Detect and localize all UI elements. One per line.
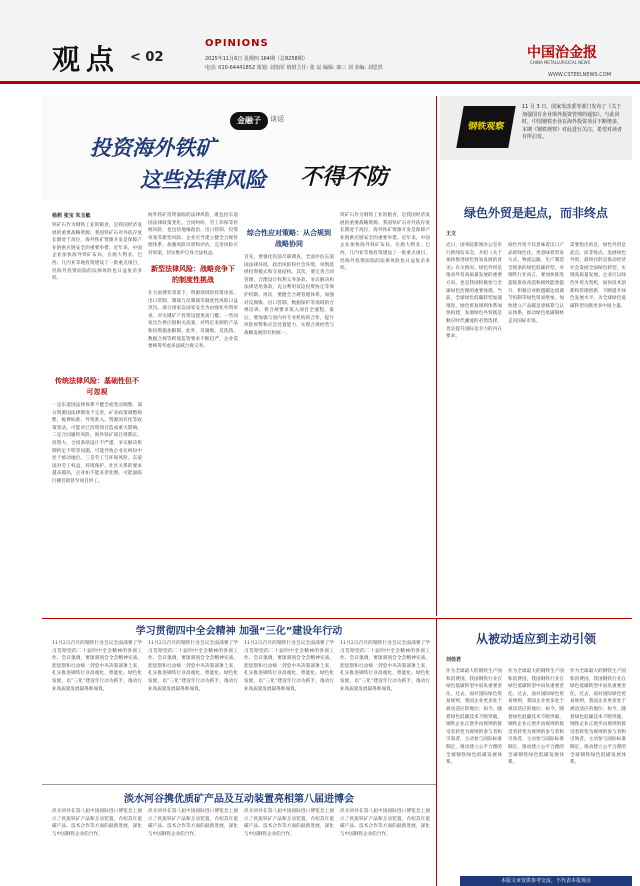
editorial-contact: 电话: 010-64441852 策划: 刘加军 值班主任: 张 辰 编辑: 康三 刘 美编: 刘思然 [205, 65, 383, 71]
article-body: 海外铁矿投资面临的法律风险，既包括东道国法律政策变化、合同纠纷、劳工环保等传统风险，也包括地缘政治、出口管制、投资审查等新型风险。企业应当建立健全合规管理体系，加强风险识别和评估，完善风险应对预案，切实维护自身合法权益。 [148, 213, 238, 256]
column-badge: 钢铁观察 [456, 106, 515, 148]
page-number: < 02 [130, 50, 164, 65]
feature-banner [42, 96, 432, 201]
column-divider [436, 618, 437, 886]
newspaper-logo-english: CHINA METALLURGICAL NEWS [530, 60, 591, 65]
section-divider [42, 784, 436, 785]
article-body: 作为全球最大的钢铁生产国和消费国，我国钢铁行业在绿色低碳转型中肩负重要责任。过去，面对国际绿色贸易规则，我国企业更多处于被动适应的地位；如今，随着绿色低碳技术不断突破，钢铁企业正逐步由规则的接受者转变为规则的参与者和引领者，主动参与国际标准制定，推动建立公平合理的全球钢铁绿色低碳发展体系。 [446, 669, 502, 766]
article-body: 铁矿石作为钢铁工业的粮食，是我国经济发展的重要战略资源。我国铁矿石对外依存度长期处于高位，海外铁矿资源开发是保障产业链供应链安全的重要举措。近年来，中国企业加快海外铁矿布局，在澳大利亚、巴西、几内亚等地投资建设了一批重点项目，但海外投资面临的法律风险也日益复杂多样。 [340, 213, 430, 272]
article-body: 11月2日召开的钢铁行业会议全面部署了学习贯彻党的二十届四中全会精神的各项工作。会议强调，要深刻领会全会精神实质，把思想和行动统一到党中央决策部署上来，扎实推进钢铁行业高端化、智能化、绿色化发展，以“三化”建设年行动为抓手，推动行业高质量发展取得新成效。 [148, 641, 238, 692]
article-body: 需要指出的是，绿色外贸是起点，而非终点。发展绿色外贸，最终目的是推动经济社会发展全面绿色转型，实现高质量发展。企业应以绿色外贸为契机，加快技术创新和管理创新，不断提升绿色发展水平，为全球绿色低碳转型贡献更多中国力量。 [570, 243, 626, 309]
article-body: 淡水河谷在第八届中国国际进口博览会上展示了优质铁矿产品和互动装置，介绍其在低碳产品、技术合作等方面的最新进展，深化与中国钢铁企业的合作。 [148, 809, 238, 837]
column-divider [436, 96, 437, 616]
article-body: 淡水河谷在第八届中国国际进口博览会上展示了优质铁矿产品和互动装置，介绍其在低碳产品、技术合作等方面的最新进展，深化与中国钢铁企业的合作。 [340, 809, 430, 837]
editor-note: 11 月 3 日，国家发改委等部门发布了《关于加强国有企业境外投资管理的通知》。与此同时，中国钢铁企业在海外投资项目不断增多，本期《钢铁观察》对此进行关注，希望对读者有所启发。 [522, 104, 623, 140]
article-body: 11月2日召开的钢铁行业会议全面部署了学习贯彻党的二十届四中全会精神的各项工作。会议强调，要深刻领会全会精神实质，把思想和行动统一到党中央决策部署上来，扎实推进钢铁行业高端化、智能化、绿色化发展，以“三化”建设年行动为抓手，推动行业高质量发展取得新成效。 [244, 641, 334, 692]
article-body: 近日，国务院新闻办公室举行新闻发布会，介绍《关于加快推进绿色贸易发展的意见》有关情况。绿色外贸是推动外贸高质量发展的重要方向，也是我国积极参与全球绿色治理的重要体现。当前，全球绿色低碳转型加速推进，绿色贸易规则体系加快构建，发展绿色外贸既是顺应时代潮流的必然选择，也是提升国际竞争力的内在要求。 [446, 243, 502, 340]
column-tag-sub: 谈话 [270, 115, 284, 123]
section-english-title: OPINIONS [205, 38, 269, 49]
article-subhead: 传统法律风险：基础性但不可忽视 [55, 377, 139, 396]
article-byline: 刘佳君 [446, 657, 462, 663]
article-headline: 学习贯彻四中全会精神 加强“三化”建设年行动 [135, 626, 343, 637]
article-body: 淡水河谷在第八届中国国际进口博览会上展示了优质铁矿产品和互动装置，介绍其在低碳产品、技术合作等方面的最新进展，深化与中国钢铁企业的合作。 [52, 809, 142, 837]
feature-headline-emphasis: 不得不防 [300, 165, 389, 190]
article-body: 在大国博弈背景下，资源领域的投资审查、出口管制、制裁与反制裁等制度性风险日益突出。部分国家以国家安全为由强化外资审查，对关键矿产投资设置更高门槛；一些国家出台供应链相关法案，对特定来源的产品和投资施加限制。此外，反腐败、反洗钱、数据合规等跨境监管要求不断趋严，企业需要统筹考虑多法域合规义务。 [148, 291, 238, 350]
feature-headline-line2: 这些法律风险 [140, 168, 266, 192]
article-subhead: 新型法律风险：战略竞争下的制度性挑战 [151, 265, 235, 284]
dateline: 2025年11月6日 星期四 164期（总8258期） [205, 56, 308, 62]
feature-headline-line1: 投资海外铁矿 [90, 136, 216, 160]
footer-disclaimer: 本版文章仅供参考交流，不代表本报观点 [460, 876, 632, 886]
article-headline: 绿色外贸是起点，而非终点 [463, 206, 608, 220]
article-body: 11月2日召开的钢铁行业会议全面部署了学习贯彻党的二十届四中全会精神的各项工作。会议强调，要深刻领会全会精神实质，把思想和行动统一到党中央决策部署上来，扎实推进钢铁行业高端化、智能化、绿色化发展，以“三化”建设年行动为抓手，推动行业高质量发展取得新成效。 [52, 641, 142, 692]
article-body: 作为全球最大的钢铁生产国和消费国，我国钢铁行业在绿色低碳转型中肩负重要责任。过去，面对国际绿色贸易规则，我国企业更多处于被动适应的地位；如今，随着绿色低碳技术不断突破，钢铁企业正逐步由规则的接受者转变为规则的参与者和引领者，主动参与国际标准制定，推动建立公平合理的全球钢铁绿色低碳发展体系。 [570, 669, 626, 766]
editor-note-box [440, 96, 632, 160]
article-headline: 从被动适应到主动引领 [475, 632, 596, 646]
article-body: 绿色外贸不仅意味着出口产品的绿色化，更意味着贸易方式、物流运输、生产制造全链条的绿色低碳转型。对钢铁行业而言，要加快推进超低排放改造和极致能效提升，积极应对欧盟碳边境调节机制等绿色贸易壁垒，加快建立产品碳足迹核算与认证体系，推动绿色低碳钢材走向国际市场。 [508, 243, 564, 324]
masthead [0, 0, 640, 84]
article-body: 11月2日召开的钢铁行业会议全面部署了学习贯彻党的二十届四中全会精神的各项工作。会议强调，要深刻领会全会精神实质，把思想和行动统一到党中央决策部署上来，扎实推进钢铁行业高端化、智能化、绿色化发展，以“三化”建设年行动为抓手，推动行业高质量发展取得新成效。 [340, 641, 430, 692]
article-body: 作为全球最大的钢铁生产国和消费国，我国钢铁行业在绿色低碳转型中肩负重要责任。过去，面对国际绿色贸易规则，我国企业更多处于被动适应的地位；如今，随着绿色低碳技术不断突破，钢铁企业正逐步由规则的接受者转变为规则的参与者和引领者，主动参与国际标准制定，推动建立公平合理的全球钢铁绿色低碳发展体系。 [508, 669, 564, 766]
article-subhead: 综合性应对策略：从合规到战略协同 [247, 229, 331, 248]
article-body: 首先，要强化投前尽职调查，全面评估东道国法律环境、政治风险和社会环境，审慎选择投资模式和交易结构。其次，要完善合同管理，合理设计权利义务条款、争议解决和法律适用条款，充分利用双边投资协定等保护机制。再次，要健全合规管理体系，加强对反腐败、出口管制、数据保护等领域的合规培训，将合规要求嵌入项目全流程。最后，要加强与国内外专业机构的合作，提升风险预警和应急处置能力，实现合规经营与战略发展的有机统一。 [244, 255, 334, 336]
column-tag: 金融子 [230, 112, 268, 130]
section-title: 观点 [52, 43, 121, 76]
article-headline: 淡水河谷携优质矿产品及互动装置亮相第八届进博会 [124, 794, 354, 805]
article-body: 一是东道国法律体系不健全或变动频繁。部分资源国法律制度不完善，矿业政策调整频繁，税费标准、外资准入、资源国有化等政策变动，可能对已投资项目造成重大影响。二是合同履约风险。海外铁矿项目周期长、投资大，合同条款设计不严谨、争议解决机制约定不明等问题，可能导致企业在纠纷中处于被动地位。三是劳工与环保风险。东道国对劳工权益、环境保护、社区关系的要求越来越高，企业如不能妥善处理，可能面临巨额罚款甚至项目停工。 [52, 403, 142, 484]
section-divider [42, 618, 632, 619]
newspaper-logo: 中国治金报 [527, 45, 597, 61]
article-byline: 王文 [446, 231, 457, 237]
website-link[interactable]: WWW.CSTEELNEWS.COM [548, 72, 612, 78]
article-body: 铁矿石作为钢铁工业的粮食，是我国经济发展的重要战略资源。我国铁矿石对外依存度长期处于高位，海外铁矿资源开发是保障产业链供应链安全的重要举措。近年来，中国企业加快海外铁矿布局，在澳大利亚、巴西、几内亚等地投资建设了一批重点项目，但海外投资面临的法律风险也日益复杂多样。 [52, 223, 142, 282]
article-body: 淡水河谷在第八届中国国际进口博览会上展示了优质铁矿产品和互动装置，介绍其在低碳产品、技术合作等方面的最新进展，深化与中国钢铁企业的合作。 [244, 809, 334, 837]
article-byline: 杨莉 张宝 朱玉敏 [52, 213, 91, 219]
